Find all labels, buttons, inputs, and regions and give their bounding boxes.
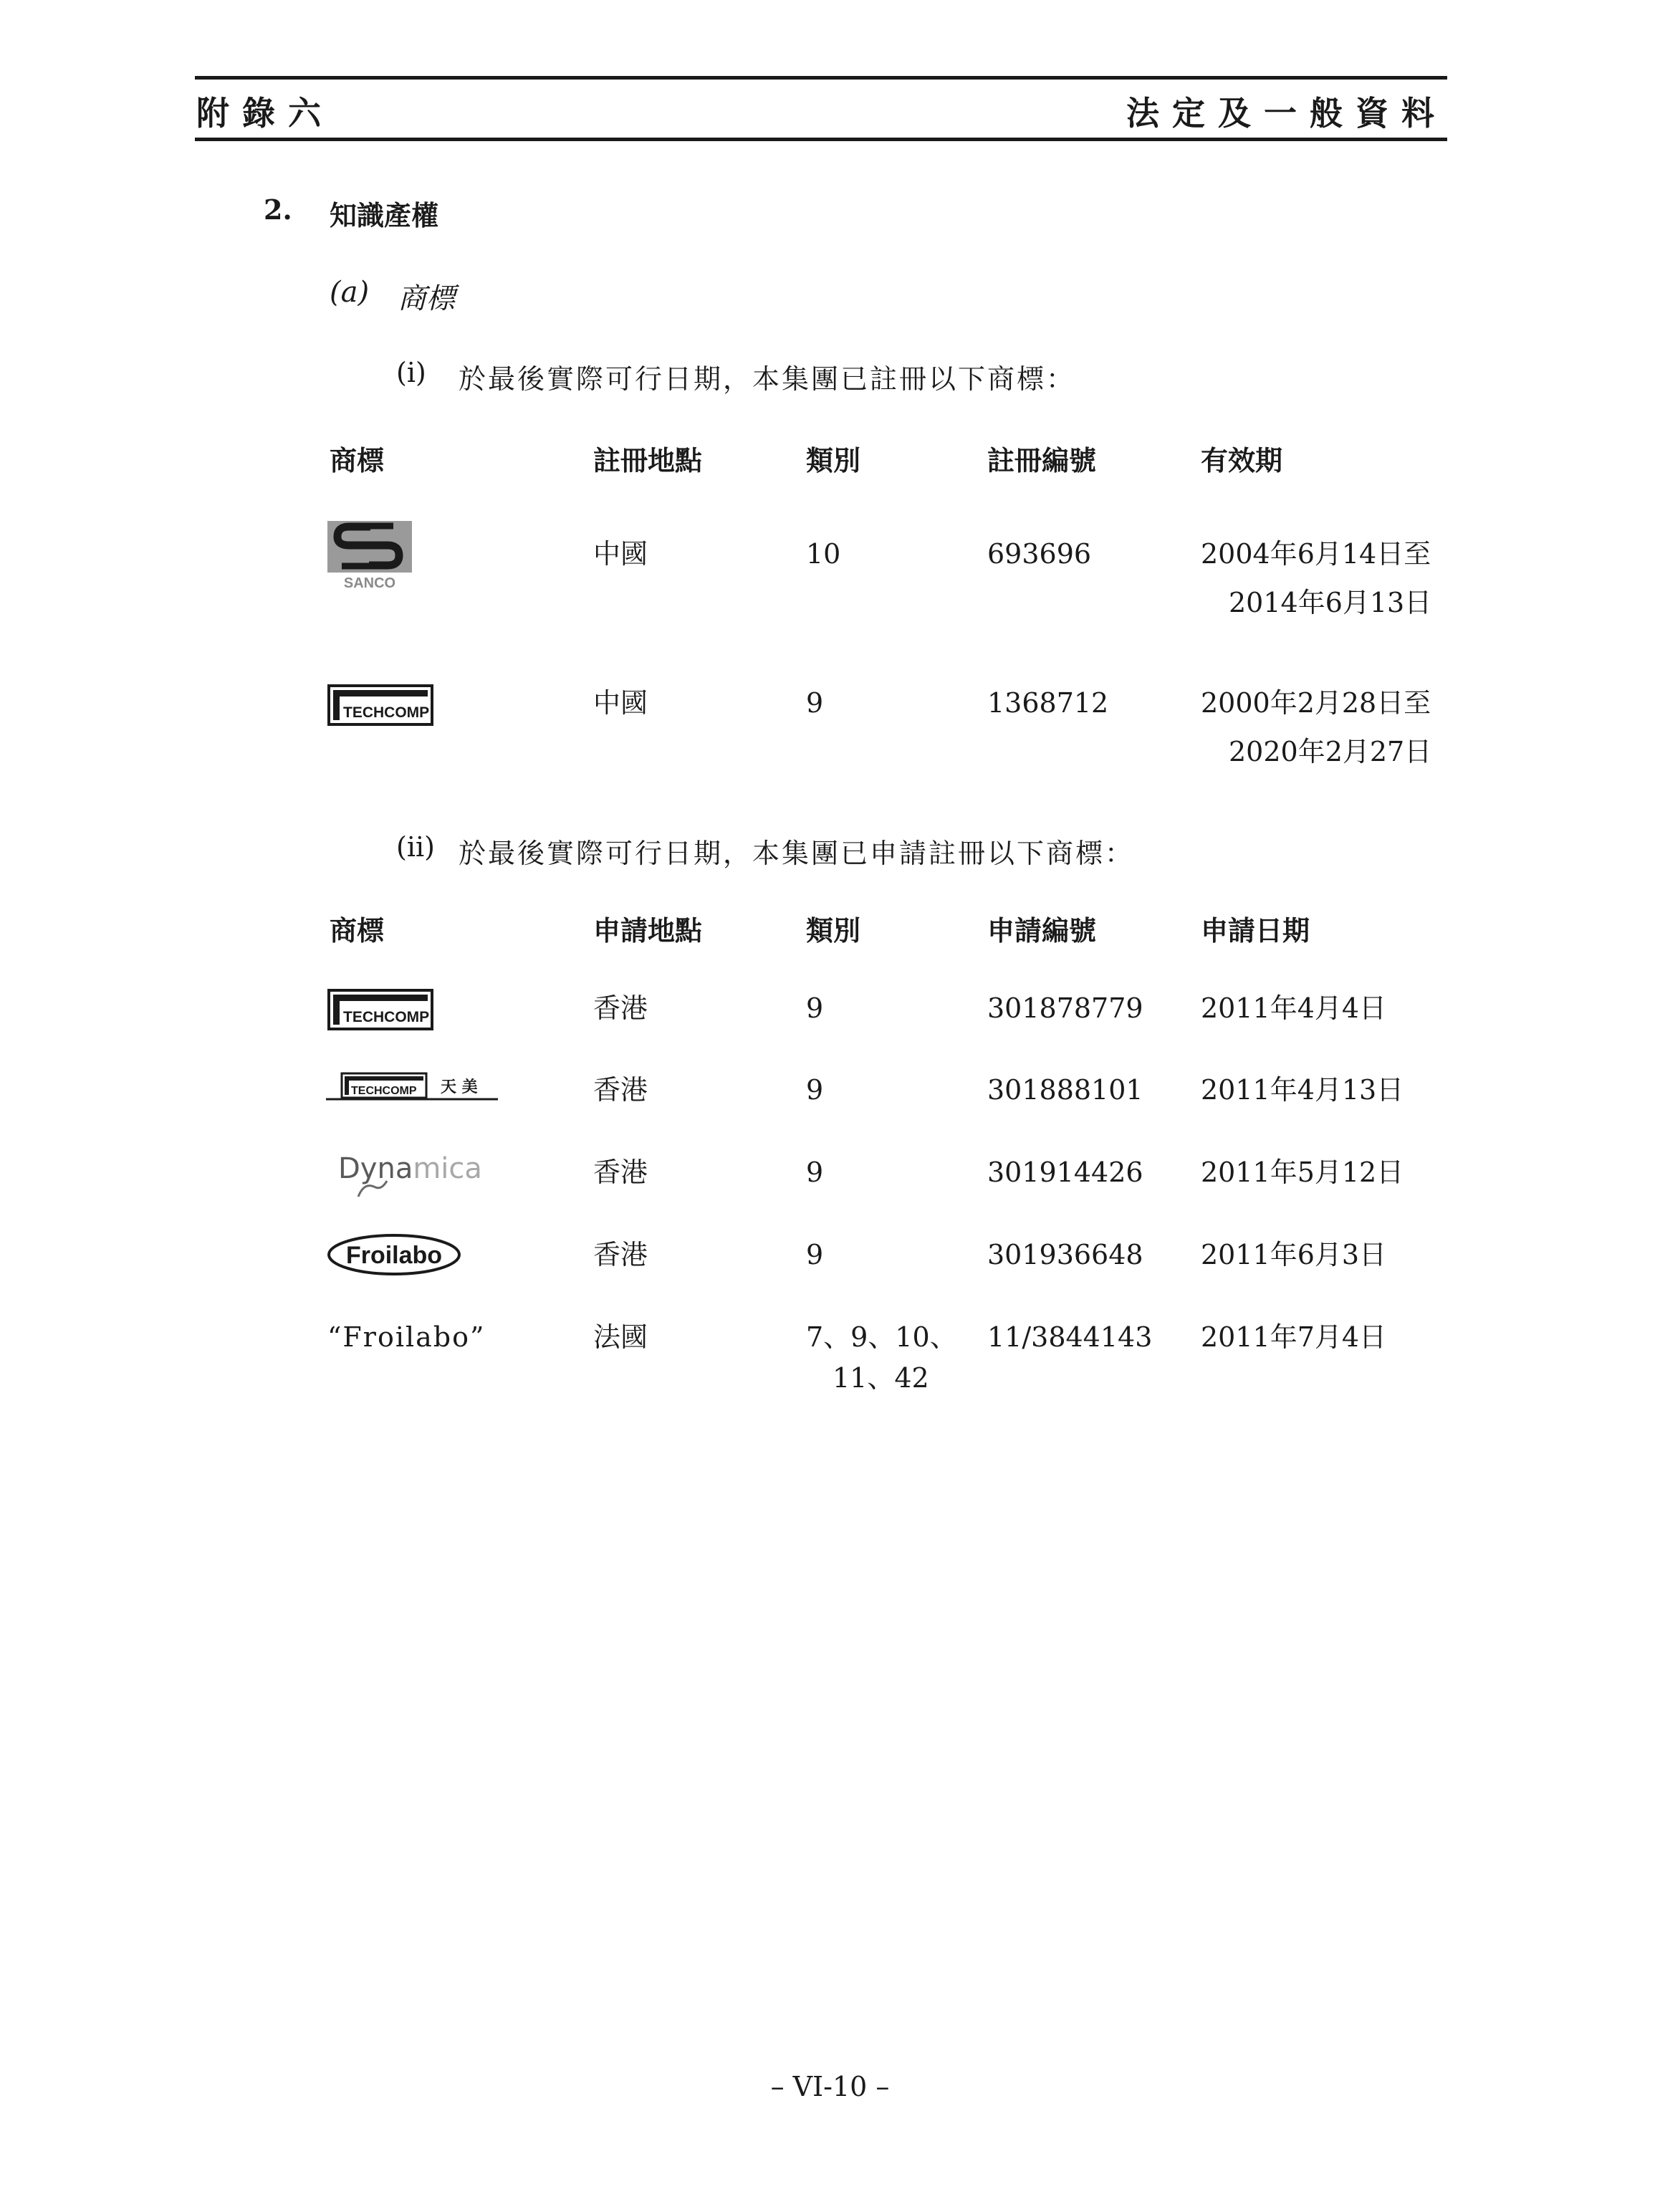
col-header-validity: 有效期: [1201, 444, 1283, 477]
cell-place: 法國: [593, 1321, 648, 1353]
techcomp-logo-text: TECHCOMP: [343, 1009, 430, 1025]
sanco-logo-text: SANCO: [343, 575, 396, 590]
cell-validity-start: 2004年6月14日至: [1201, 538, 1431, 570]
cell-place: 香港: [593, 1157, 648, 1188]
dynamica-text-b: mica: [413, 1152, 482, 1185]
techcomp-logo-text: TECHCOMP: [343, 704, 430, 721]
techcomp-logo-text: TECHCOMP: [351, 1085, 417, 1097]
section-number: 2.: [264, 193, 292, 226]
col-header-class: 類別: [806, 914, 861, 947]
cell-place: 中國: [593, 538, 648, 570]
cell-validity-start: 2000年2月28日至: [1201, 687, 1431, 719]
col-header-place: 註冊地點: [593, 444, 703, 477]
text-trademark: “Froilabo”: [327, 1321, 486, 1353]
techcomp-logo: [327, 989, 433, 1030]
appendix-title: 法定及一般資料: [1126, 94, 1447, 133]
cell-app-date: 2011年6月3日: [1201, 1239, 1387, 1270]
cell-app-no: 301888101: [987, 1074, 1143, 1106]
cell-app-date: 2011年5月12日: [1201, 1157, 1404, 1188]
cell-app-no: 301914426: [987, 1157, 1143, 1188]
appendix-label: 附錄六: [196, 94, 334, 133]
techcomp-tianmei-logo: [326, 1071, 498, 1103]
col-header-trademark: 商標: [330, 914, 385, 947]
cell-place: 香港: [593, 1074, 648, 1106]
froilabo-logo: [326, 1232, 462, 1277]
cell-class: 9: [806, 992, 824, 1024]
cell-validity-end: 2020年2月27日: [1229, 736, 1432, 767]
cell-app-date: 2011年4月4日: [1201, 992, 1387, 1024]
cell-class-line1: 7、9、10、: [806, 1321, 957, 1353]
part-ii-intro: 於最後實際可行日期，本集團已申請註冊以下商標：: [459, 838, 1135, 869]
cell-reg-no: 1368712: [987, 687, 1109, 719]
part-ii-label: (ii): [396, 831, 435, 863]
sanco-logo: [327, 521, 412, 590]
subsection-label: (a): [330, 276, 370, 309]
cell-place: 中國: [593, 687, 648, 719]
col-header-app-no: 申請編號: [987, 914, 1097, 947]
cell-app-date: 2011年7月4日: [1201, 1321, 1387, 1353]
cell-class: 9: [806, 1074, 824, 1106]
techcomp-logo: [327, 684, 433, 726]
section-title: 知識產權: [330, 199, 439, 231]
cell-reg-no: 693696: [987, 538, 1092, 570]
froilabo-logo-text: Froilabo: [345, 1242, 443, 1269]
cell-app-no: 11/3844143: [987, 1321, 1153, 1353]
col-header-app-date: 申請日期: [1201, 914, 1310, 947]
cell-class: 10: [806, 538, 841, 570]
col-header-trademark: 商標: [330, 444, 385, 477]
cell-class: 9: [806, 1157, 824, 1188]
col-header-class: 類別: [806, 444, 861, 477]
header-top-rule: [195, 76, 1447, 80]
cell-app-no: 301936648: [987, 1239, 1143, 1270]
header-bottom-rule: [195, 138, 1447, 141]
cell-app-date: 2011年4月13日: [1201, 1074, 1404, 1106]
cell-validity-end: 2014年6月13日: [1229, 587, 1432, 618]
cell-place: 香港: [593, 992, 648, 1024]
cell-class: 9: [806, 1239, 824, 1270]
cell-app-no: 301878779: [987, 992, 1143, 1024]
cell-class: 9: [806, 687, 824, 719]
subsection-title: 商標: [398, 282, 455, 315]
col-header-reg-no: 註冊編號: [987, 444, 1097, 477]
part-i-intro: 於最後實際可行日期，本集團已註冊以下商標：: [459, 363, 1076, 395]
cell-class-line2: 11、42: [833, 1362, 929, 1394]
page-number: – VI-10 –: [770, 2071, 890, 2102]
part-i-label: (i): [396, 357, 426, 388]
dynamica-text-a: Dyna: [338, 1152, 413, 1185]
tianmei-text: 天 美: [441, 1078, 478, 1096]
cell-place: 香港: [593, 1239, 648, 1270]
dynamica-logo: [337, 1146, 494, 1201]
svg-text:Dynamica: [338, 1152, 482, 1185]
col-header-place: 申請地點: [593, 914, 703, 947]
